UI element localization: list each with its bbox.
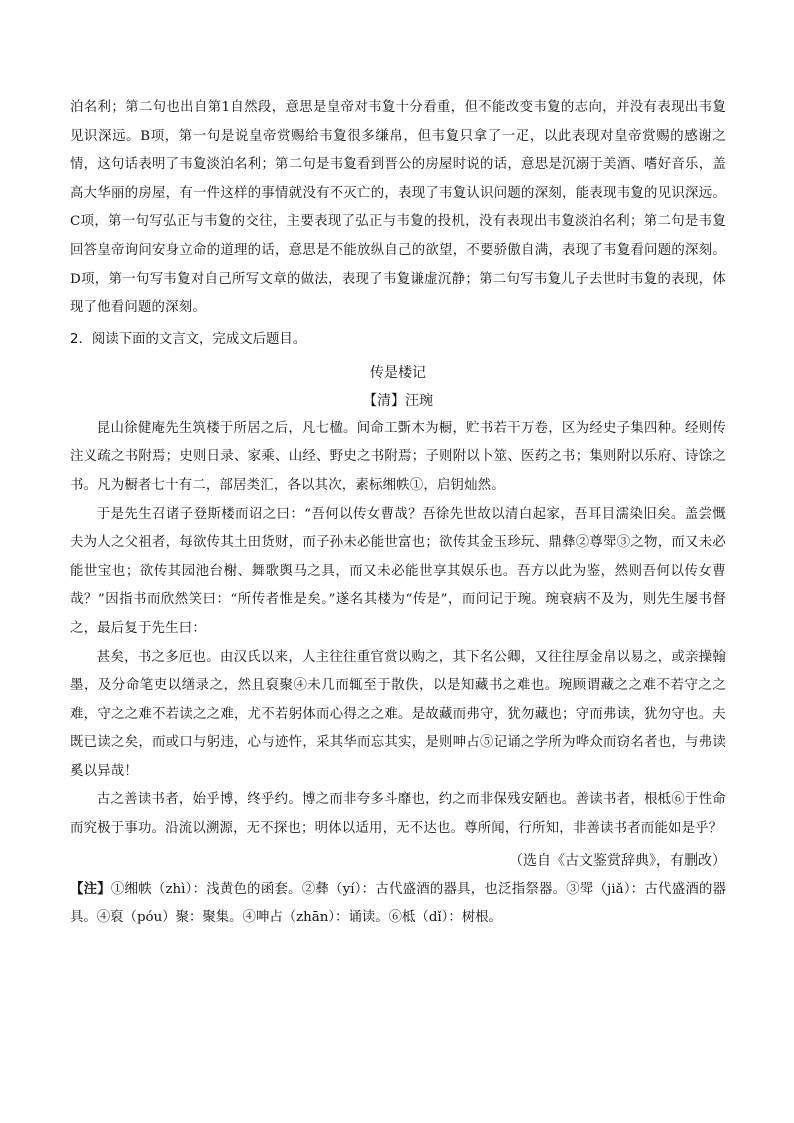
essay-paragraph-4: 古之善读书者，始乎博，终乎约。博之而非夸多斗靡也，约之而非保残安陋也。善读书者，根柢⑥于性命而究极于事功。沿流以溯源，无不探也；明体以适用，无不达也。尊所闻，行所知，非善读书者而能如是乎？ — [70, 792, 726, 837]
question-number: 2． — [70, 331, 92, 347]
essay-title: 传是楼记 — [370, 364, 426, 381]
question-heading — [70, 327, 726, 353]
essay-source: （选自《古文鉴赏辞典》，有删改） — [509, 852, 726, 869]
essay-paragraph-1: 昆山徐健庵先生筑楼于所居之后，凡七楹。间命工斲木为橱，贮书若干万卷，区为经史子集四种。经则传注义疏之书附焉；史则日录、家乘、山经、野史之书附焉；子则附以卜筮、医药之书；集则附以乐府、诗馀之书。凡为橱者七十有二，部居类汇，各以其次，素标缃帙①，启钥灿然。 — [70, 420, 726, 493]
notes-text: ①缃帙（zhì）：浅黄色的函套。②彝（yí）：古代盛酒的器具，也泛指祭器。③斝（jiǎ）：古代盛酒的器具。④裒（póu）聚：聚集。④呻占（zhān）：诵读。⑥柢（dǐ）：树根。 — [70, 881, 727, 926]
essay-author: 【清】汪琬 — [363, 392, 433, 409]
essay-paragraph-3: 甚矣，书之多厄也。由汉氏以来，人主往往重官赏以购之，其下名公卿，又往往厚金帛以易之，或亲操翰墨，及分命笔吏以缮录之，然且裒聚④未几而辄至于散佚，以是知藏书之难也。琬顾谓藏之之难不若守之之难，守之之难不若读之之难，尤不若躬体而心得之之难。是故藏而弗守，犹勿藏也；守而弗读，犹勿守也。夫既已读之矣，而或口与躬违，心与迹忤，采其华而忘其实，是则呻占⑤记诵之学所为哗众而窃名者也，与弗读奚以异哉！ — [70, 649, 726, 779]
essay-paragraph-2: 于是先生召诸子登斯楼而诏之曰：“吾何以传女曹哉？吾徐先世故以清白起家，吾耳目濡染旧矣。盖尝慨夫为人之父祖者，每欲传其土田货财，而子孙未必能世富也；欲传其金玉珍玩、鼎彝②尊斝③之物，而又未必能世宝也；欲传其园池台榭、舞歌舆马之具，而又未必能世享其娱乐也。吾方以此为鉴，然则吾何以传女曹哉？”因指书而欣然笑曰：“所传者惟是矣。”遂名其楼为“传是”，而问记于琬。琬衰病不及为，则先生屡书督之，最后复于先生曰： — [70, 506, 726, 636]
answer-explanation: 泊名利；第二句也出自第1自然段，意思是皇帝对韦夐十分看重，但不能改变韦夐的志向，并没有表现出韦夐见识深远。B项，第一句是说皇帝赏赐给韦夐很多缣帛，但韦夐只拿了一疋，以此表现对皇帝赏赐的感谢之情，这句话表明了韦夐淡泊名利；第二句是韦夐看到晋公的房屋时说的话，意思是沉溺于美酒、嗜好音乐，盖高大华丽的房屋，有一件这样的事情就没有不灭亡的，表现了韦夐认识问题的深刻，能表现韦夐的见识深远。C项，第一句写弘正与韦夐的交往，主要表现了弘正与韦夐的投机，没有表现出韦夐淡泊名利；第二句是韦夐回答皇帝询问安身立命的道理的话，意思是不能放纵自己的欲望，不要骄傲自满，表现了韦夐看问题的深刻。D项，第一句写韦夐对自己所写文章的做法，表现了韦夐谦虚沉静；第二句写韦夐儿子去世时韦夐的表现，体现了他看问题的深刻。 — [70, 100, 726, 316]
annotation-notes — [70, 876, 726, 933]
notes-label: 【注】 — [70, 881, 111, 897]
question-instruction: 阅读下面的文言文，完成文后题目。 — [91, 331, 307, 347]
page-content — [70, 94, 726, 933]
